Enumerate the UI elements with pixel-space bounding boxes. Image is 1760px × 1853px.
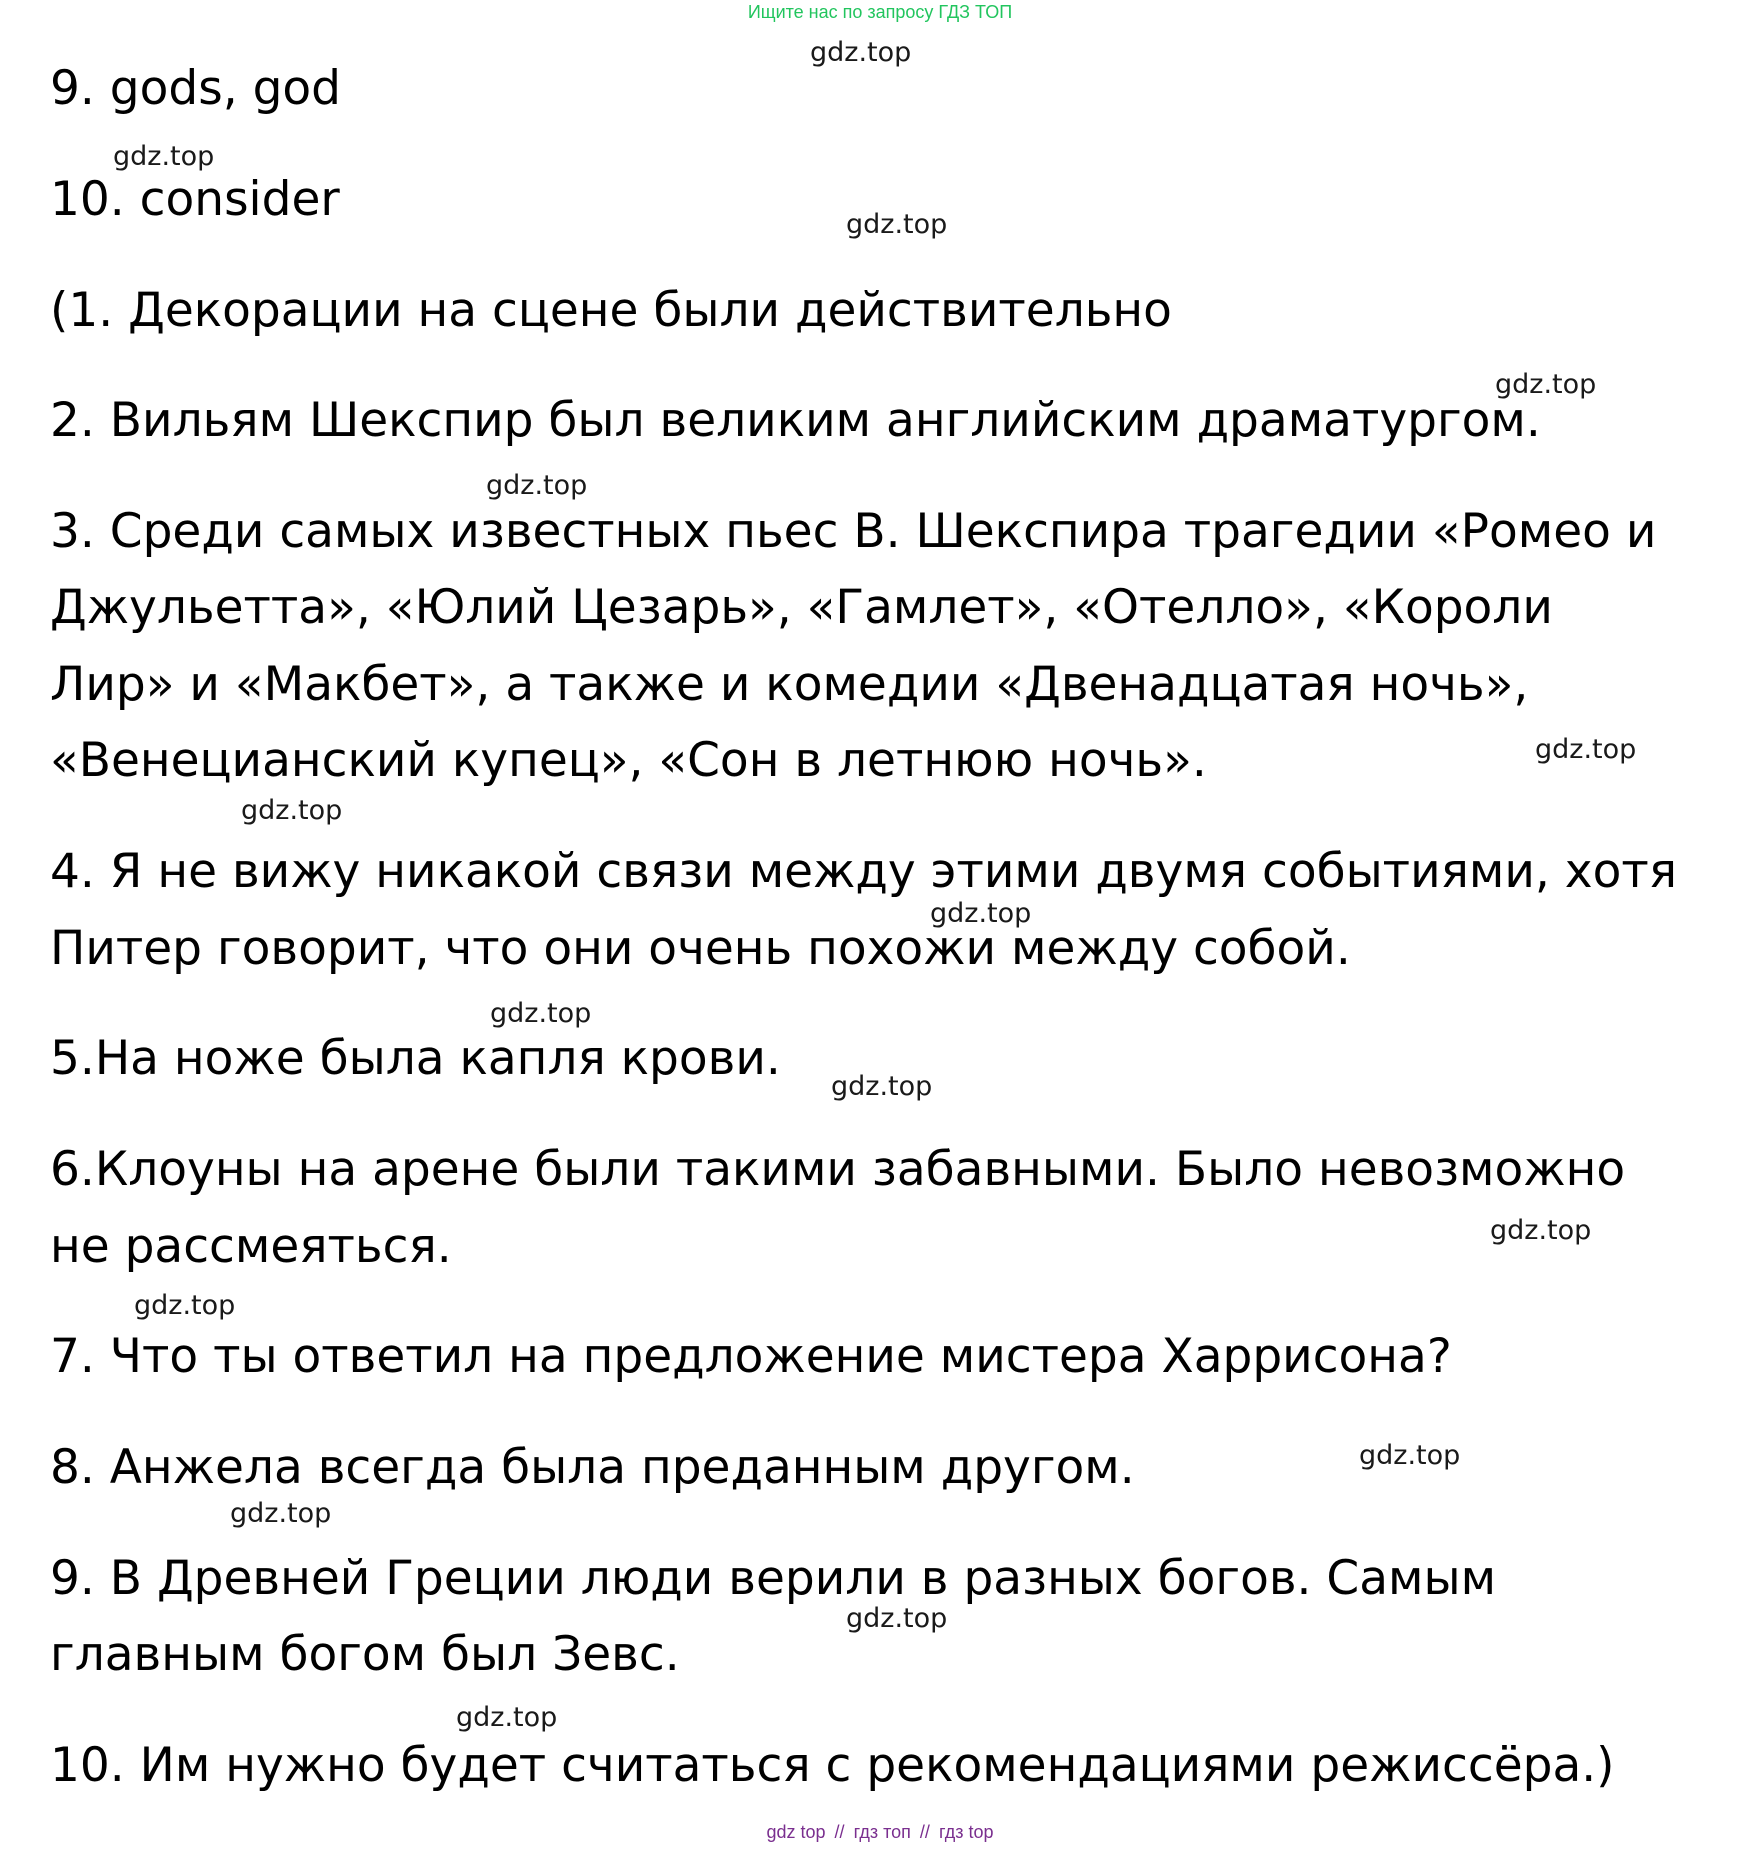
footer	[0, 1822, 1760, 1843]
watermark: gdz.top	[241, 795, 343, 826]
watermark: gdz.top	[134, 1290, 236, 1321]
watermark: gdz.top	[1495, 369, 1597, 400]
text-line-12: 6.Клоуны на арене были такими забавными. Было невозможно	[50, 1142, 1626, 1197]
text-line-13: не рассмеяться.	[50, 1219, 452, 1274]
text-line-15: 8. Анжела всегда была преданным другом.	[50, 1440, 1135, 1495]
watermark: gdz.top	[831, 1071, 933, 1102]
watermark: gdz.top	[810, 37, 912, 68]
text-line-5: 3. Среди самых известных пьес В. Шекспира трагедии «Ромео и	[50, 504, 1657, 559]
watermark: gdz.top	[1359, 1440, 1461, 1471]
watermark: gdz.top	[846, 209, 948, 240]
footer-separator: //	[919, 1822, 930, 1842]
watermark: gdz.top	[113, 141, 215, 172]
top-banner: Ищите нас по запросу ГДЗ ТОП	[747, 2, 1013, 22]
text-line-2: 10. consider	[50, 172, 340, 227]
watermark: gdz.top	[1490, 1215, 1592, 1246]
text-line-9: 4. Я не вижу никакой связи между этими двумя событиями, хотя	[50, 844, 1677, 899]
text-line-10: Питер говорит, что они очень похожи между собой.	[50, 921, 1351, 976]
text-line-1: 9. gods, god	[50, 61, 341, 116]
footer-text: гдз топ	[853, 1822, 911, 1842]
text-line-7: Лир» и «Макбет», а также и комедии «Двенадцатая ночь»,	[50, 657, 1529, 712]
text-line-11: 5.На ноже была капля крови.	[50, 1031, 781, 1086]
text-line-14: 7. Что ты ответил на предложение мистера Харрисона?	[50, 1329, 1452, 1384]
text-line-8: «Венецианский купец», «Сон в летнюю ночь».	[50, 733, 1207, 788]
watermark: gdz.top	[930, 898, 1032, 929]
text-line-17: главным богом был Зевс.	[50, 1627, 680, 1682]
watermark: gdz.top	[230, 1498, 332, 1529]
watermark: gdz.top	[1535, 734, 1637, 765]
footer-separator: //	[834, 1822, 845, 1842]
watermark: gdz.top	[486, 470, 588, 501]
text-line-3: (1. Декорации на сцене были действительно	[50, 283, 1172, 338]
footer-text: gdz top	[766, 1822, 826, 1842]
text-line-18: 10. Им нужно будет считаться с рекомендациями режиссёра.)	[50, 1738, 1615, 1793]
watermark: gdz.top	[456, 1702, 558, 1733]
watermark: gdz.top	[846, 1603, 948, 1634]
text-line-4: 2. Вильям Шекспир был великим английским драматургом.	[50, 393, 1541, 448]
watermark: gdz.top	[490, 998, 592, 1029]
text-line-6: Джульетта», «Юлий Цезарь», «Гамлет», «Отелло», «Короли	[50, 580, 1553, 635]
text-line-16: 9. В Древней Греции люди верили в разных богов. Самым	[50, 1551, 1497, 1606]
footer-text: гдз top	[938, 1822, 994, 1842]
